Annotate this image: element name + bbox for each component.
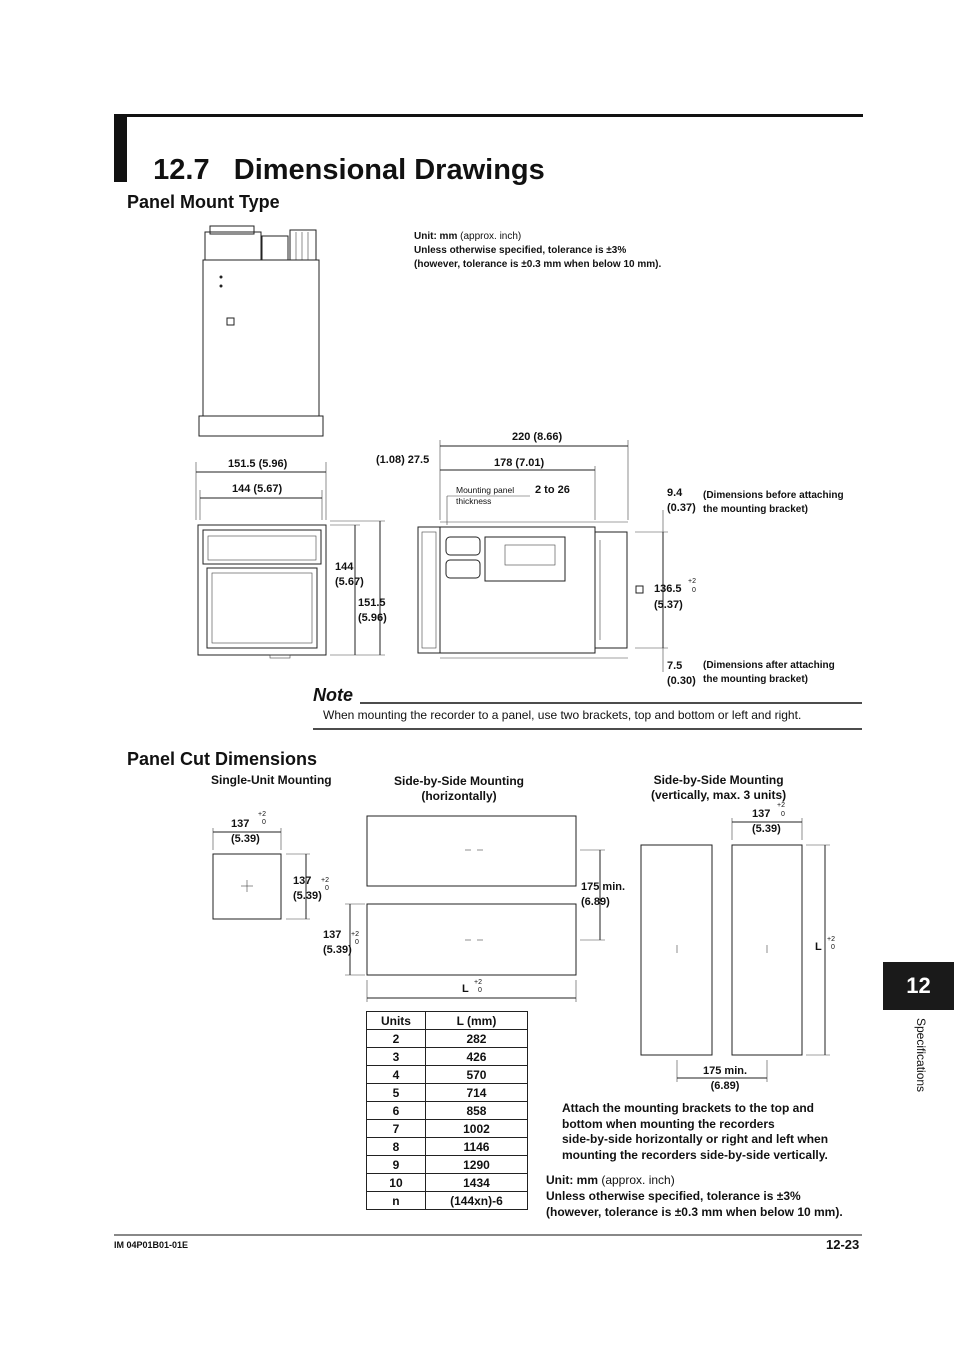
table-row <box>367 1084 528 1102</box>
table-row <box>367 1030 528 1048</box>
single-width-tol-zero: 0 <box>262 819 266 826</box>
side-view-drawing <box>418 440 668 672</box>
table-cell: 1290 <box>425 1156 527 1174</box>
table-header-length: L (mm) <box>425 1012 527 1030</box>
vertical-175-min: 175 min. (6.89) <box>703 1065 748 1092</box>
vertical-L-tol-zero: 0 <box>831 944 835 951</box>
table-row <box>367 1156 528 1174</box>
horizontal-L-tol-plus: +2 <box>474 979 482 986</box>
dim-151-5-width: 151.5 (5.96) <box>228 458 288 470</box>
table-cell: 426 <box>425 1048 527 1066</box>
table-row <box>367 1192 528 1210</box>
table-header-row <box>367 1012 528 1030</box>
horizontal-height-tol-plus: +2 <box>351 931 359 938</box>
single-height-dim: 137 (5.39) <box>293 875 322 902</box>
table-cell: 6 <box>367 1102 426 1120</box>
after-bracket-note: (Dimensions after attaching the mounting bracket) <box>703 660 835 685</box>
table-cell: 858 <box>425 1102 527 1120</box>
dim-144-width: 144 (5.67) <box>232 483 283 495</box>
vertical-width-tol-plus: +2 <box>777 802 785 809</box>
table-cell: 1146 <box>425 1138 527 1156</box>
table-cell: 4 <box>367 1066 426 1084</box>
table-cell: 9 <box>367 1156 426 1174</box>
table-cell: 10 <box>367 1174 426 1192</box>
vertical-cut-drawing <box>641 818 830 1082</box>
attach-brackets-note: Attach the mounting brackets to the top and bottom when mounting the recorders side-by-side horizontally or right and left when mounting the recorders side-by-side vertically. <box>562 1101 829 1162</box>
tol-zero-136: 0 <box>692 587 696 594</box>
table-cell: 3 <box>367 1048 426 1066</box>
single-width-tol-plus: +2 <box>258 811 266 818</box>
single-width-dim: 137 (5.39) <box>231 818 260 845</box>
vertical-width-tol-zero: 0 <box>781 811 785 818</box>
table-row <box>367 1120 528 1138</box>
dim-9-4: 9.4 (0.37) <box>667 487 696 514</box>
table-cell: (144xn)-6 <box>425 1192 527 1210</box>
table-cell: 2 <box>367 1030 426 1048</box>
mounting-panel-thickness-label: Mounting panel thickness <box>456 485 515 506</box>
dim-144-height: 144 (5.67) <box>335 561 364 588</box>
single-unit-title: Single-Unit Mounting <box>211 773 332 787</box>
panel-mount-heading: Panel Mount Type <box>127 192 280 212</box>
table-header-units: Units <box>367 1012 426 1030</box>
doc-id: IM 04P01B01-01E <box>114 1240 189 1250</box>
horizontal-L-label: L <box>462 983 469 995</box>
table-cell: 714 <box>425 1084 527 1102</box>
dim-136-5: 136.5 (5.37) <box>654 583 683 611</box>
horizontal-cut-drawing <box>345 816 605 1002</box>
tol-plus-136: +2 <box>688 578 696 585</box>
table-cell: 7 <box>367 1120 426 1138</box>
dim-27-5: (1.08) 27.5 <box>376 454 430 466</box>
unit-note-bottom: Unit: mm (approx. inch) Unless otherwise specified, tolerance is ±3% (however, tolerance is ±0.3 mm when below 10 mm). <box>546 1173 843 1219</box>
section-number: 12.7 <box>153 154 210 186</box>
dim-220: 220 (8.66) <box>512 431 563 443</box>
table-cell: n <box>367 1192 426 1210</box>
horizontal-title: Side-by-Side Mounting (horizontally) <box>394 774 524 803</box>
table-cell: 570 <box>425 1066 527 1084</box>
table-row <box>367 1138 528 1156</box>
table-cell: 282 <box>425 1030 527 1048</box>
table-cell: 5 <box>367 1084 426 1102</box>
single-height-tol-zero: 0 <box>325 885 329 892</box>
top-view-drawing <box>199 226 323 436</box>
before-bracket-note: (Dimensions before attaching the mounting bracket) <box>703 490 844 515</box>
units-table <box>366 1011 528 1210</box>
table-cell: 8 <box>367 1138 426 1156</box>
vertical-title: Side-by-Side Mounting (vertically, max. 3 units) <box>651 773 787 802</box>
panel-cut-heading: Panel Cut Dimensions <box>127 749 318 769</box>
vertical-L-tol-plus: +2 <box>827 936 835 943</box>
table-cell: 1434 <box>425 1174 527 1192</box>
table-row <box>367 1048 528 1066</box>
chapter-label: Specifications <box>914 1018 928 1093</box>
vertical-width-dim: 137 (5.39) <box>752 808 781 835</box>
horizontal-175-min: 175 min. (6.89) <box>581 881 626 908</box>
horizontal-height-dim: 137 (5.39) <box>323 929 352 956</box>
table-row <box>367 1102 528 1120</box>
vertical-L-label: L <box>815 941 822 953</box>
dim-178: 178 (7.01) <box>494 457 545 469</box>
section-title-text: Dimensional Drawings <box>233 154 545 186</box>
horizontal-height-tol-zero: 0 <box>355 939 359 946</box>
note-title: Note <box>313 685 353 705</box>
table-row <box>367 1066 528 1084</box>
unit-note-top: Unit: mm (approx. inch) Unless otherwise specified, tolerance is ±3% (however, tolerance is ±0.3 mm when below 10 mm). <box>414 231 662 270</box>
dim-7-5: 7.5 (0.30) <box>667 660 696 687</box>
table-cell: 1002 <box>425 1120 527 1138</box>
single-height-tol-plus: +2 <box>321 877 329 884</box>
horizontal-L-tol-zero: 0 <box>478 987 482 994</box>
chapter-tab[interactable]: 12 <box>883 962 954 1010</box>
note-text: When mounting the recorder to a panel, use two brackets, top and bottom or left and right. <box>323 708 802 722</box>
dim-2-to-26: 2 to 26 <box>535 484 570 496</box>
page-number: 12-23 <box>826 1237 860 1252</box>
table-row <box>367 1174 528 1192</box>
dim-151-5-height: 151.5 (5.96) <box>358 597 387 624</box>
